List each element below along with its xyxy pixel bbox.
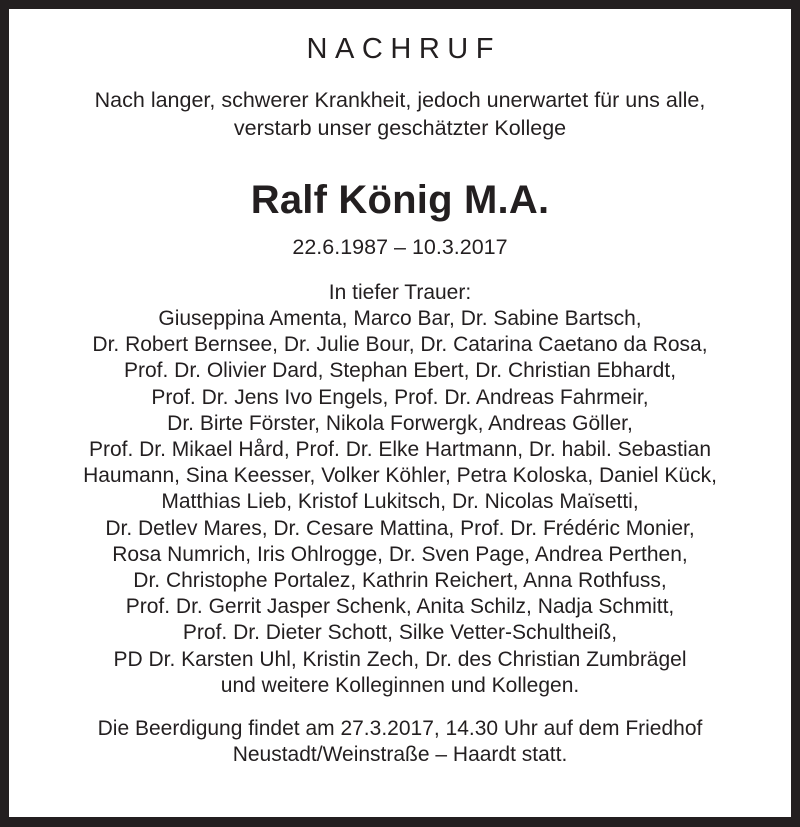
funeral-information xyxy=(25,716,775,769)
mourners-line: Giuseppina Amenta, Marco Bar, Dr. Sabine Bartsch, xyxy=(158,306,642,330)
deceased-name: Ralf König M.A. xyxy=(250,177,550,222)
mourners-line: PD Dr. Karsten Uhl, Kristin Zech, Dr. des Christian Zumbrägel xyxy=(113,647,687,671)
intro-line: Nach langer, schwerer Krankheit, jedoch unerwartet für uns alle, xyxy=(94,87,706,112)
intro-line: verstarb unser geschätzter Kollege xyxy=(233,115,567,140)
mourners-line: Prof. Dr. Olivier Dard, Stephan Ebert, Dr. Christian Ebhardt, xyxy=(123,359,677,383)
intro-text xyxy=(25,86,775,142)
funeral-line: Neustadt/Weinstraße – Haardt statt. xyxy=(232,743,568,767)
mourners-line: Dr. Detlev Mares, Dr. Cesare Mattina, Prof. Dr. Frédéric Monier, xyxy=(105,516,695,540)
mourners-line: Dr. Christophe Portalez, Kathrin Reichert, Anna Rothfuss, xyxy=(133,568,667,592)
life-dates: 22.6.1987 – 10.3.2017 xyxy=(292,234,508,259)
mourners-line: Prof. Dr. Jens Ivo Engels, Prof. Dr. Andreas Fahrmeir, xyxy=(151,385,649,409)
funeral-line: Die Beerdigung findet am 27.3.2017, 14.30 Uhr auf dem Friedhof xyxy=(97,716,703,740)
mourners-closing-line: und weitere Kolleginnen und Kollegen. xyxy=(220,673,580,697)
notice-content-area xyxy=(9,9,791,817)
mourners-line: Haumann, Sina Keesser, Volker Köhler, Petra Koloska, Daniel Kück, xyxy=(83,464,717,488)
mourners-line: Dr. Robert Bernsee, Dr. Julie Bour, Dr. Catarina Caetano da Rosa, xyxy=(92,333,708,357)
notice-heading: NACHRUF xyxy=(306,33,502,65)
mourners-heading: In tiefer Trauer: xyxy=(328,280,472,304)
mourners-line: Rosa Numrich, Iris Ohlrogge, Dr. Sven Page, Andrea Perthen, xyxy=(112,542,688,566)
mourners-list xyxy=(25,280,775,699)
mourners-line: Prof. Dr. Dieter Schott, Silke Vetter-Schultheiß, xyxy=(182,621,618,645)
mourners-line: Matthias Lieb, Kristof Lukitsch, Dr. Nicolas Maïsetti, xyxy=(161,490,639,514)
mourners-line: Prof. Dr. Gerrit Jasper Schenk, Anita Schilz, Nadja Schmitt, xyxy=(125,595,675,619)
mourners-line: Dr. Birte Förster, Nikola Forwergk, Andreas Göller, xyxy=(167,411,633,435)
mourners-line: Prof. Dr. Mikael Hård, Prof. Dr. Elke Hartmann, Dr. habil. Sebastian xyxy=(88,437,712,461)
